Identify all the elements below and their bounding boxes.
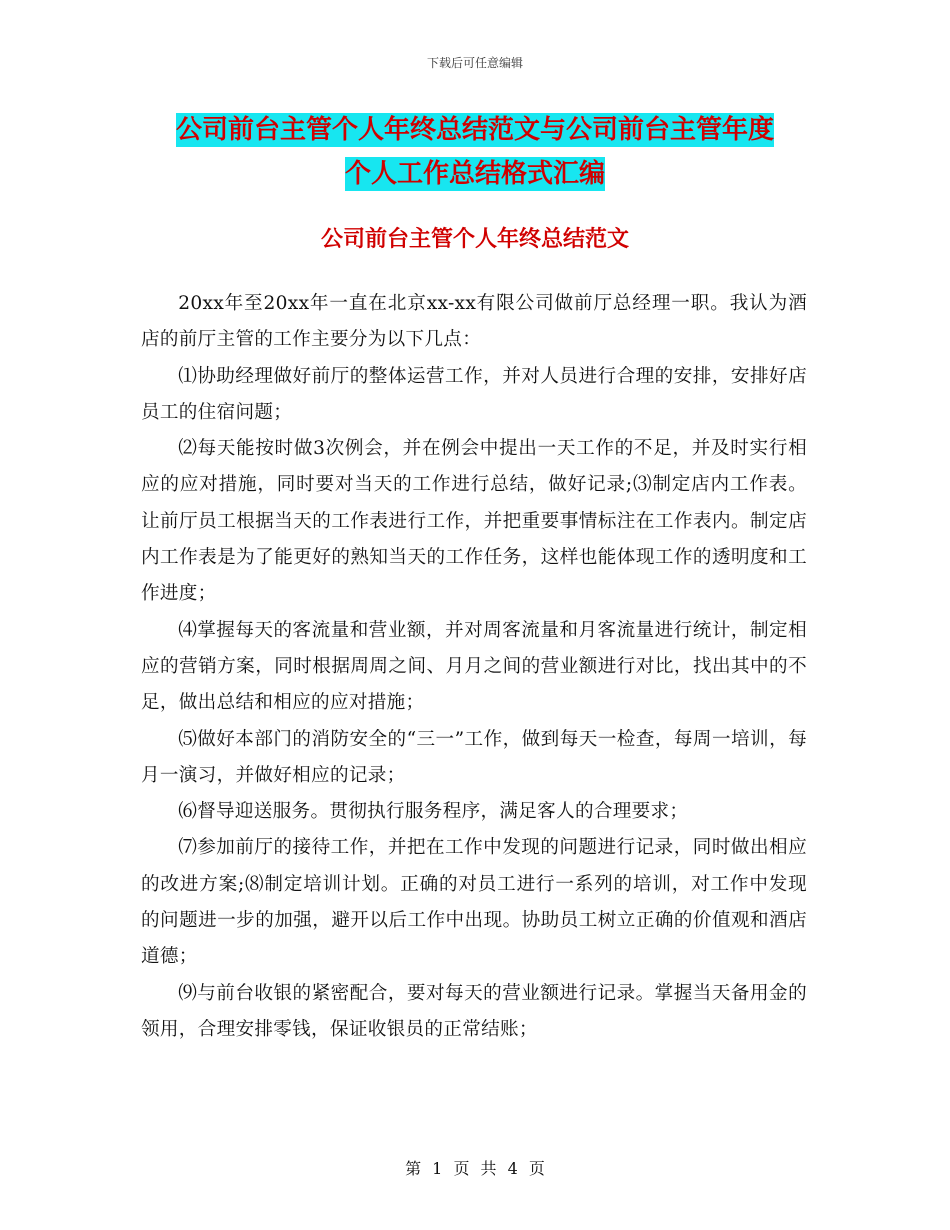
header-note: 下载后可任意编辑 — [426, 56, 523, 70]
document-title-line-1: 公司前台主管个人年终总结范文与公司前台主管年度 — [175, 115, 774, 145]
paragraph-item-6: ⑹督导迎送服务。贯彻执行服务程序，满足客人的合理要求； — [178, 801, 689, 823]
paragraph-item-9: ⑼与前台收银的紧密配合，要对每天的营业额进行记录。掌握当天备用金的领用，合理安排零钱，保证收银员的正常结账； — [141, 982, 807, 1040]
paragraph-item-1: ⑴协助经理做好前厅的整体运营工作，并对人员进行合理的安排，安排好店员工的住宿问题； — [141, 365, 807, 423]
paragraph-item-4: ⑷掌握每天的客流量和营业额，并对周客流量和月客流量进行统计，制定相应的营销方案，同时根据周周之间、月月之间的营业额进行对比，找出其中的不足，做出总结和相应的应对措施； — [141, 619, 807, 714]
paragraph-intro: 20xx年至20xx年一直在北京xx-xx有限公司做前厅总经理一职。我认为酒店的前厅主管的工作主要分为以下几点： — [141, 293, 807, 351]
paragraph-item-5: ⑸做好本部门的消防安全的“三一”工作，做到每天一检查，每周一培训，每月一演习，并做好相应的记录； — [141, 728, 807, 786]
paragraph-item-7-8: ⑺参加前厅的接待工作，并把在工作中发现的问题进行记录，同时做出相应的改进方案;⑻制定培训计划。正确的对员工进行一系列的培训，对工作中发现的问题进一步的加强，避开以后工作中出现。协助员工树立正确的价值观和酒店道德； — [141, 837, 807, 968]
section-title: 公司前台主管个人年终总结范文 — [320, 226, 629, 252]
body-text — [141, 286, 807, 1048]
page-indicator: 第 1 页 共 4 页 — [405, 1159, 545, 1178]
paragraph-item-2-3: ⑵每天能按时做3次例会，并在例会中提出一天工作的不足，并及时实行相应的应对措施，同时要对当天的工作进行总结，做好记录;⑶制定店内工作表。让前厅员工根据当天的工作表进行工作，并把重要事情标注在工作表内。制定店内工作表是为了能更好的熟知当天的工作任务，这样也能体现工作的透明度和工作进度； — [141, 438, 807, 605]
document-title — [0, 108, 950, 196]
document-title-line-2: 个人工作总结格式汇编 — [344, 159, 605, 189]
